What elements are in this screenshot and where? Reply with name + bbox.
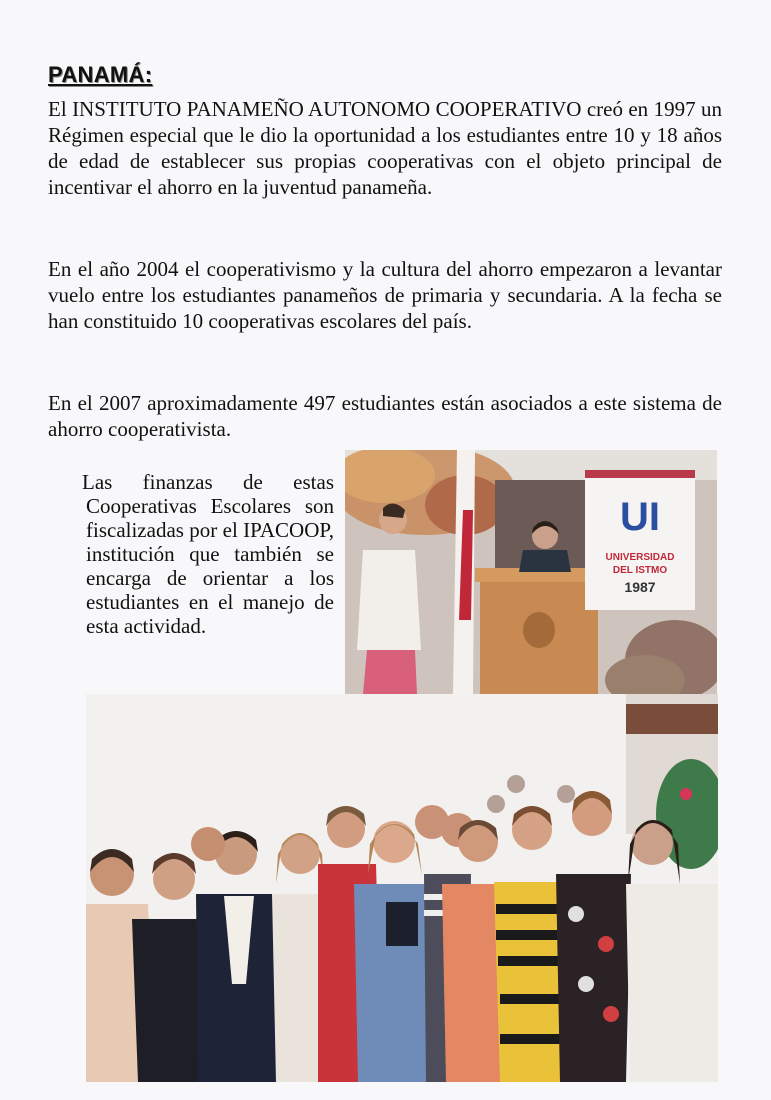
paragraph-2: En el año 2004 el cooperativismo y la cultura del ahorro empezaron a levantar vuelo entre los estudiantes panameños de primaria y secundaria. A la fecha se han constituido 10 cooperativas escolares del país. <box>48 257 722 333</box>
paragraph-1: El INSTITUTO PANAMEÑO AUTONOMO COOPERATIVO creó en 1997 un Régimen especial que le dio la oportunidad a los estudiantes entre 10 y 18 años de edad de establecer sus propias cooperativas con el objeto principal de incentivar el ahorro en la juventud panameña. <box>48 97 722 199</box>
banner-logo: UI <box>620 495 660 539</box>
group-photo <box>86 694 718 1082</box>
page-title: PANAMÁ: <box>48 62 153 87</box>
banner-line-2: DEL ISTMO <box>612 565 668 576</box>
paragraph-3: En el 2007 aproximadamente 497 estudiantes están asociados a este sistema de ahorro cooperativista. <box>48 391 722 441</box>
banner-year: 1987 <box>624 579 656 595</box>
podium-photo <box>345 450 717 694</box>
photo-caption-text: Las finanzas de estas Cooperativas Escolares son fiscalizadas por el IPACOOP, institución que también se encarga de orientar a los estudiantes en el manejo de esta actividad. <box>82 470 334 638</box>
banner-line-1: UNIVERSIDAD <box>605 552 675 563</box>
